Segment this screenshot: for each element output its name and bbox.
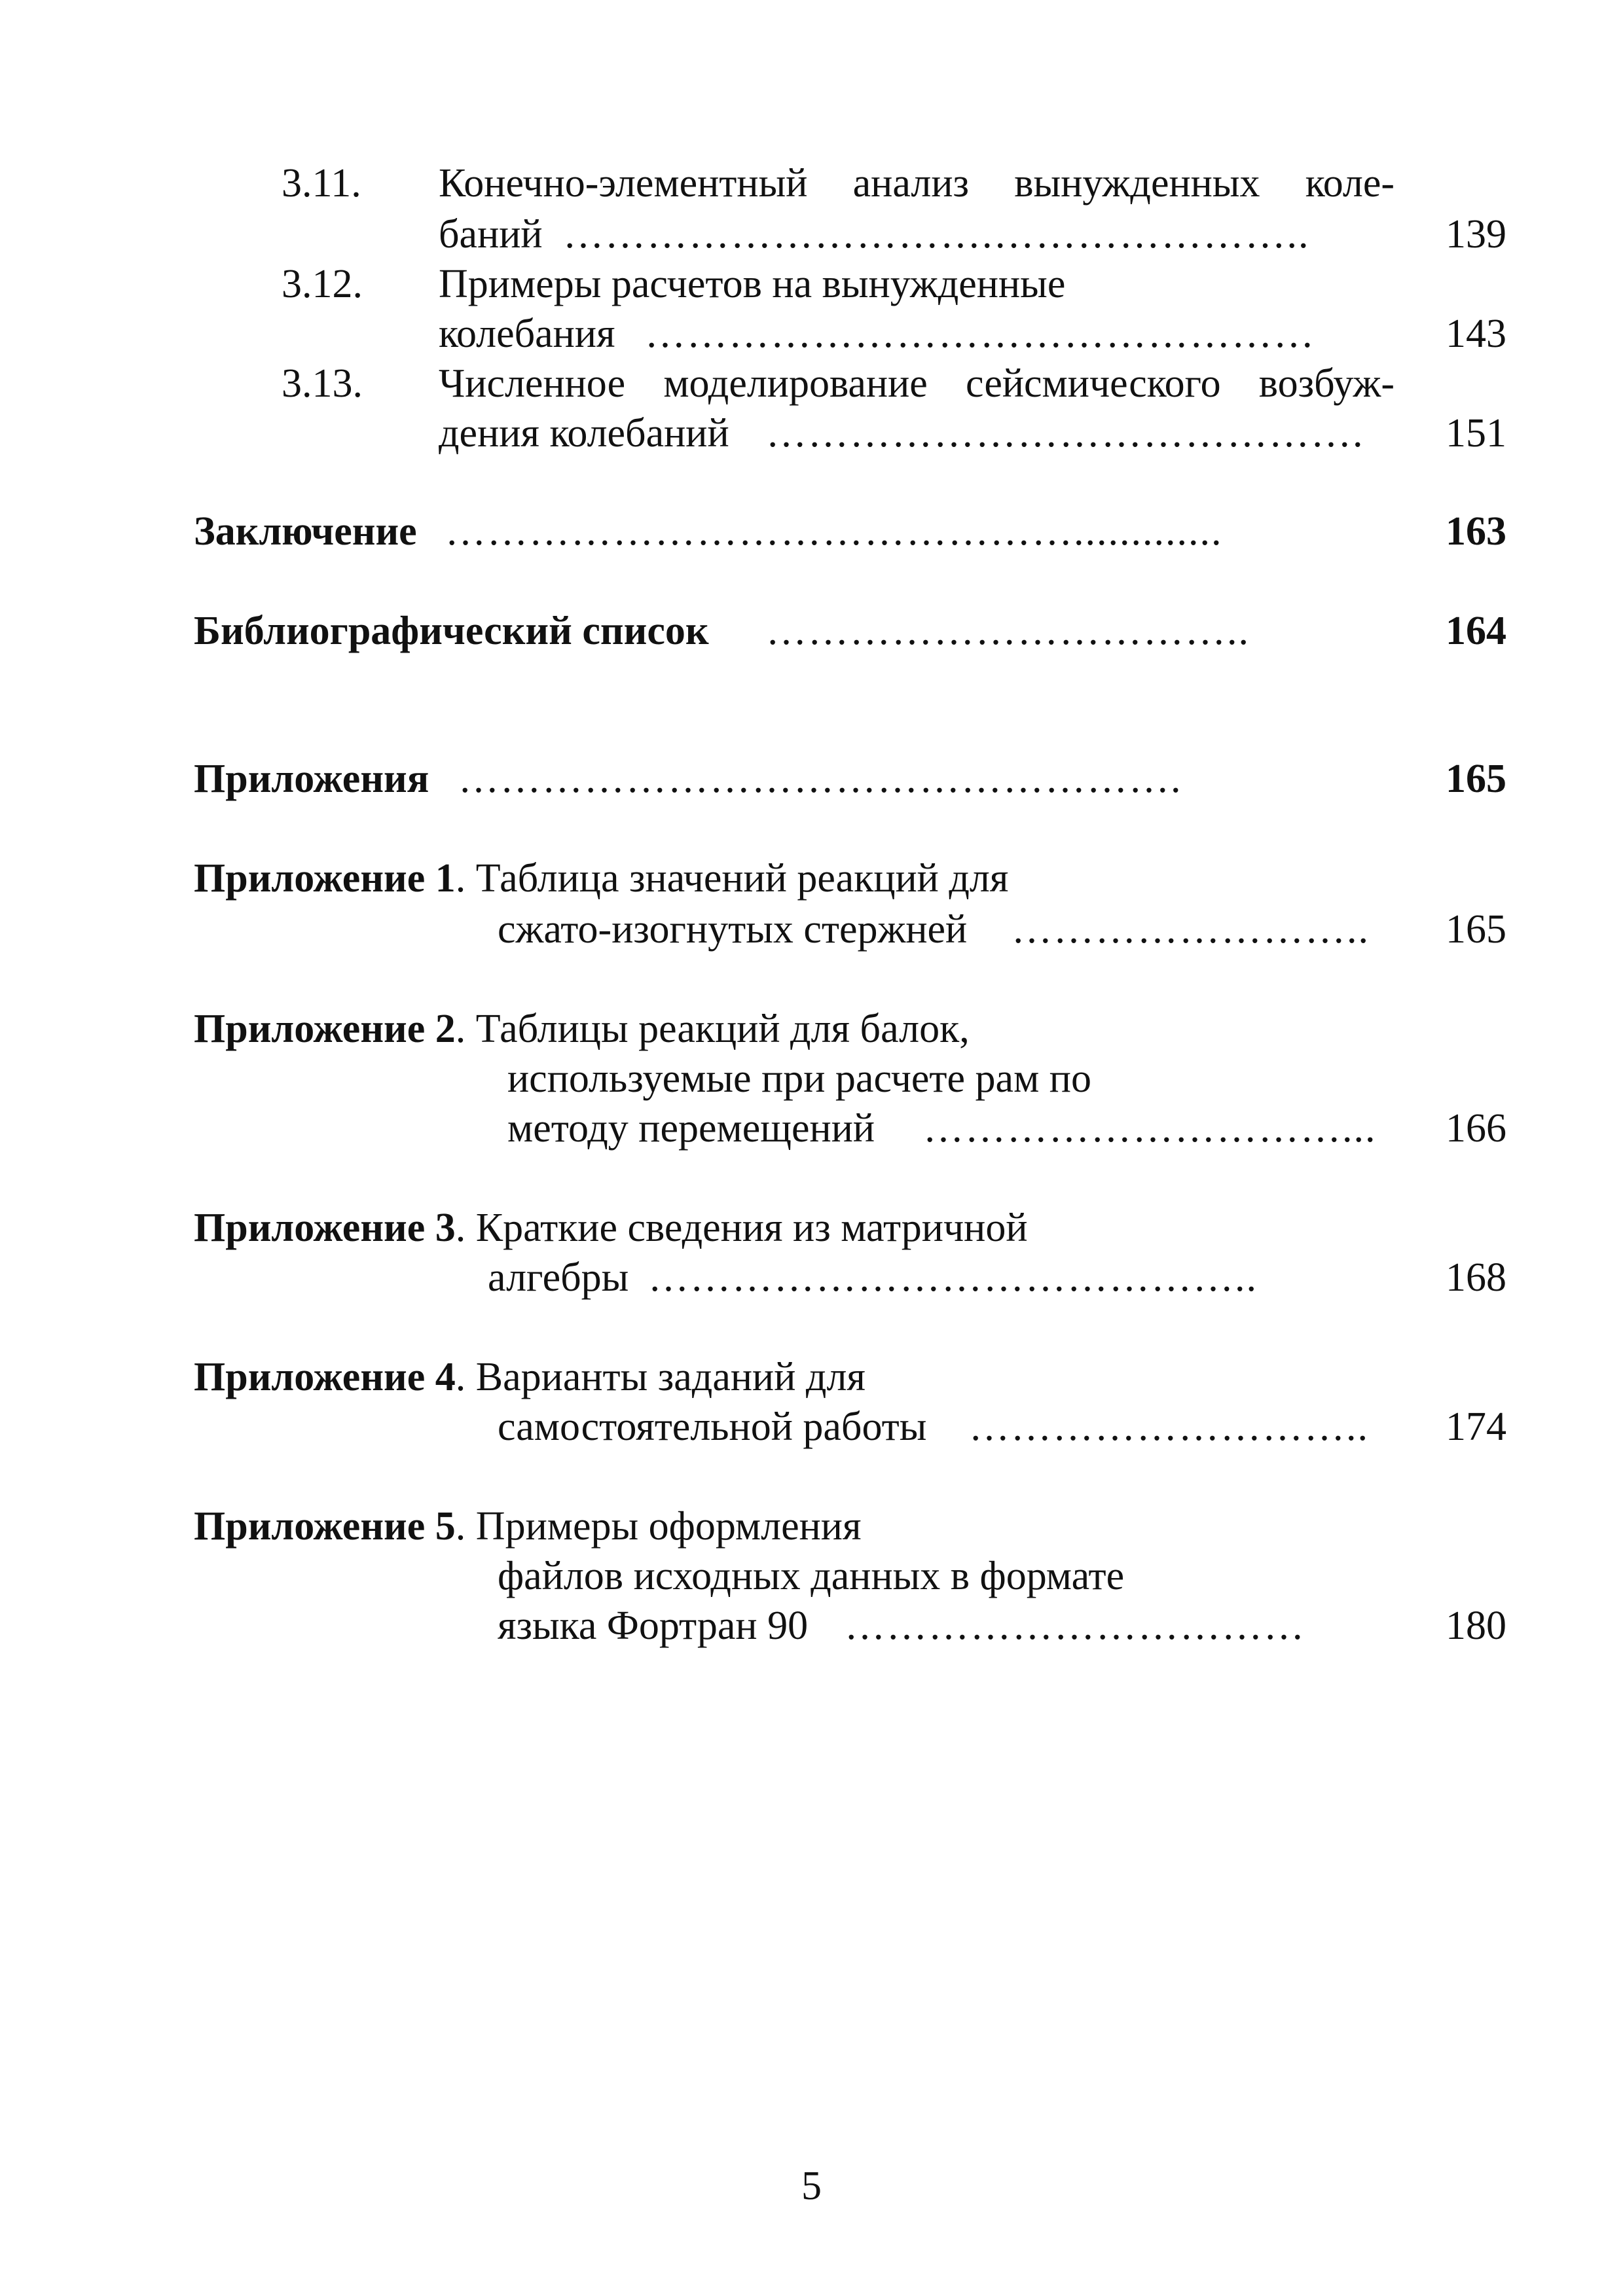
toc-appendix-2-page: 166 xyxy=(1446,1106,1506,1151)
toc-appendix-2-title-line3: методу перемещений xyxy=(507,1106,875,1151)
toc-3-11-title-line2: баний xyxy=(439,212,543,257)
toc-bibliography-page: 164 xyxy=(1446,609,1506,653)
page-number: 5 xyxy=(801,2164,822,2208)
toc-appendix-3-title-line1: . Краткие сведения из матричной xyxy=(455,1206,1028,1250)
toc-appendix-1-heading xyxy=(194,852,1008,905)
toc-appendix-3-label: Приложение 3 xyxy=(194,1206,456,1250)
toc-conclusion-title: Заключение xyxy=(194,509,417,554)
toc-appendix-2-label: Приложение 2 xyxy=(194,1007,456,1051)
toc-appendix-5-title-line2: файлов исходных данных в формате xyxy=(498,1554,1125,1598)
toc-appendix-3-title-line2: алгебры xyxy=(488,1255,629,1300)
toc-3-12-leader: ………………………………………… xyxy=(645,312,1315,356)
toc-appendix-4-title-line2: самостоятельной работы xyxy=(498,1405,927,1449)
toc-3-13-title-line2: дения колебаний xyxy=(439,411,729,456)
toc-3-13-number: 3.13. xyxy=(282,361,363,406)
toc-appendix-5-heading xyxy=(194,1500,861,1552)
toc-appendix-3-heading xyxy=(194,1202,1028,1254)
toc-3-11-page: 139 xyxy=(1446,212,1506,257)
toc-3-13-title-line1: Численное моделирование сейсмического возбуж- xyxy=(439,361,1395,406)
toc-appendices-page: 165 xyxy=(1446,757,1506,801)
toc-3-12-title-line1: Примеры расчетов на вынужденные xyxy=(439,262,1066,306)
toc-appendix-3-page: 168 xyxy=(1446,1255,1506,1300)
toc-appendix-1-label: Приложение 1 xyxy=(194,856,456,901)
toc-appendix-4-heading xyxy=(194,1351,866,1403)
toc-3-13-page: 151 xyxy=(1446,411,1506,456)
toc-appendices-title: Приложения xyxy=(194,757,429,801)
toc-conclusion-leader: ………………………………………............. xyxy=(445,509,1223,554)
toc-3-12-number: 3.12. xyxy=(282,262,363,306)
toc-appendix-4-title-line1: . Варианты заданий для xyxy=(455,1355,866,1399)
toc-appendix-1-page: 165 xyxy=(1446,907,1506,952)
toc-3-13-leader: ……………………………………. xyxy=(766,411,1364,456)
toc-appendix-4-page: 174 xyxy=(1446,1405,1506,1449)
toc-appendix-1-title-line1: . Таблица значений реакций для xyxy=(455,856,1009,901)
toc-appendix-1-leader: …………………….. xyxy=(1012,907,1370,952)
toc-appendix-5-page: 180 xyxy=(1446,1604,1506,1648)
toc-3-12-page: 143 xyxy=(1446,312,1506,356)
toc-appendix-1-title-line2: сжато-изогнутых стержней xyxy=(498,907,968,952)
toc-appendix-5-title-line1: . Примеры оформления xyxy=(455,1504,862,1549)
toc-3-11-title-line1: Конечно-элементный анализ вынужденных коле- xyxy=(439,161,1395,206)
toc-3-11-leader: ………………………….………………….. xyxy=(563,212,1310,257)
toc-appendix-2-title-line2: используемые при расчете рам по xyxy=(507,1056,1091,1101)
toc-appendix-2-title-line1: . Таблицы реакций для балок, xyxy=(455,1007,970,1051)
toc-3-11-number: 3.11. xyxy=(282,161,361,206)
toc-appendix-2-leader: …………………………... xyxy=(923,1106,1377,1151)
toc-bibliography-leader: …………………………….. xyxy=(766,609,1250,653)
toc-appendix-4-label: Приложение 4 xyxy=(194,1355,456,1399)
toc-3-12-title-line2: колебания xyxy=(439,312,615,356)
toc-appendix-4-leader: ……………………….. xyxy=(969,1405,1369,1449)
toc-appendix-5-label: Приложение 5 xyxy=(194,1504,456,1549)
toc-appendix-3-leader: …………………………………….. xyxy=(648,1255,1258,1300)
toc-conclusion-page: 163 xyxy=(1446,509,1506,554)
toc-appendix-5-leader: …………………………… xyxy=(845,1604,1305,1648)
toc-bibliography-title: Библиографический список xyxy=(194,609,709,653)
toc-appendices-leader: ……………………………………………. xyxy=(458,757,1182,801)
toc-appendix-2-heading xyxy=(194,1003,970,1055)
toc-appendix-5-title-line3: языка Фортран 90 xyxy=(498,1604,809,1648)
